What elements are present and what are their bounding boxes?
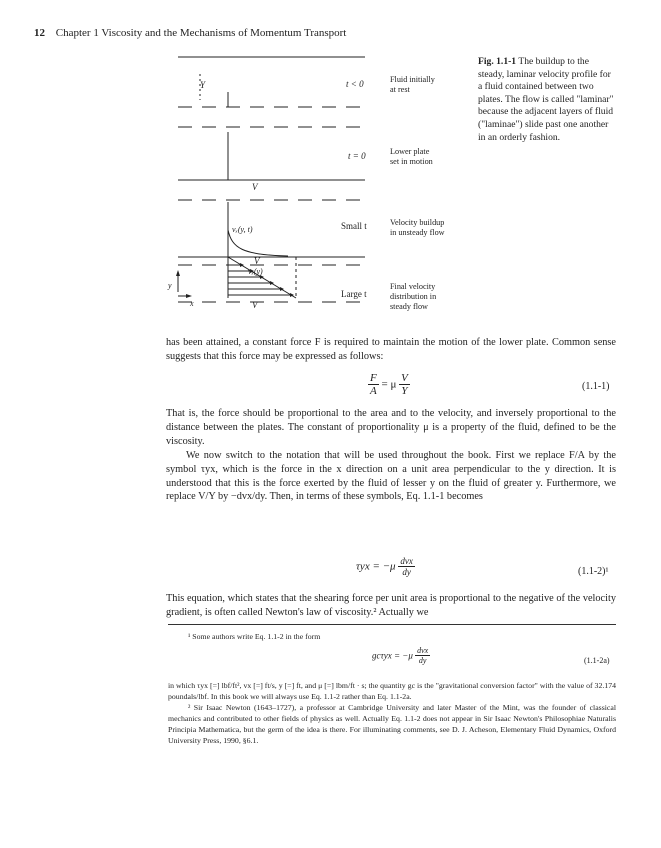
stage2-desc: Lower plate set in motion bbox=[390, 147, 433, 166]
equation-1-2-number: (1.1-2)¹ bbox=[578, 566, 609, 577]
caption-label: Fig. 1.1-1 bbox=[478, 56, 517, 67]
equation-1-2: τyx = −μ dvx dy bbox=[356, 556, 413, 577]
symbol-V-3: V bbox=[252, 300, 258, 310]
equation-1-1: $\frac{F}{A}$ = μ $\frac{V}{Y}$ bbox=[370, 372, 408, 397]
footnote-2-text: ² Sir Isaac Newton (1643–1727), a professor at Cambridge University and later Master of the Mint, was the founder of classical mechanics and contributed to other fields of physics as well. Actually Eq. 1.1-2 does not appear in Sir Isaac Newton's Philosophiae Naturalis Principia Mathematica, but the germ of the idea is there. For illuminating comments, see D. J. Acheson, Elementary Fluid Dynamics, Oxford University Press, 1990, §6.1. bbox=[168, 703, 616, 745]
footnote-equation-number: (1.1-2a) bbox=[584, 656, 610, 665]
stage2-time: t = 0 bbox=[348, 151, 366, 161]
footnote-1-intro: ¹ Some authors write Eq. 1.1-2 in the form bbox=[188, 632, 321, 641]
axis-y-label: y bbox=[168, 281, 172, 290]
footnote-1-text: in which τyx [=] lbf/ft², vx [=] ft/s, y [=] ft, and μ [=] lbm/ft · s; the quantity gc is the "gravitational conversion factor" with the value of 32.174 poundals/lbf. In this book we will always use Eq. 1.1-2 rather than Eq. 1.1-2a. ² Sir Isaac Newton (1643–1727), a professor at Cambridge University and later Master of the Mint, was the founder of classical mechanics and contributed to other fields of physics as well. Actually Eq. 1.1-2 does not appear in Sir Isaac Newton's Philosophiae Naturalis Principia Mathematica, but the germ of the idea is there. For illuminating comments, see D. J. Acheson, Elementary Fluid Dynamics, Oxford University Press, 1990, §6.1. bbox=[168, 681, 616, 745]
stage3-desc: Velocity buildup in unsteady flow bbox=[390, 218, 445, 237]
symbol-Y: Y bbox=[200, 80, 206, 90]
page-number: 12 bbox=[34, 27, 45, 39]
caption-text: The buildup to the steady, laminar velocity profile for a fluid contained between two plates. The flow is called "laminar" because the adjacent layers of fluid ("laminae") slide past one another in an orderly fashion. bbox=[478, 56, 614, 143]
footnote-rule bbox=[168, 624, 616, 625]
figure-caption bbox=[478, 56, 616, 144]
chapter-title: Chapter 1 Viscosity and the Mechanisms of Momentum Transport bbox=[55, 27, 347, 39]
symbol-V-2: V bbox=[254, 256, 260, 266]
equation-1-1-number: (1.1-1) bbox=[582, 381, 610, 392]
symbol-vx-y: vₓ(y) bbox=[248, 267, 263, 276]
paragraph-3: We now switch to the notation that will be used throughout the book. First we replace F/A by the symbol τyx, which is the force in the x direction on a unit area perpendicular to the y direction. It is understood that this is the force exerted by the fluid of lesser y on the fluid of greater y. Furthermore, we replace V/Y by −dvx/dy. Then, in terms of these symbols, Eq. 1.1-1 becomes bbox=[166, 449, 616, 503]
paragraph-4: This equation, which states that the shearing force per unit area is proportional to the negative of the velocity gradient, is often called Newton's law of viscosity.² Actually we bbox=[166, 593, 616, 618]
footnote-equation: gcτyx = −μ dvx dy bbox=[372, 646, 429, 665]
stage4-time: Large t bbox=[341, 289, 367, 299]
stage3-time: Small t bbox=[341, 221, 367, 231]
paragraph-2: That is, the force should be proportional to the area and to the velocity, and inversely proportional to the distance between the plates. The constant of proportionality μ is a property of the fluid, defined to be the viscosity. We now switch to the notation that will be used throughout the book. First we replace F/A by the symbol τyx, which is the force in the x direction on a unit area perpendicular to the y direction. It is understood that this is the force exerted by the fluid of lesser y on the fluid of greater y. Furthermore, we replace V/Y by −dvx/dy. Then, in terms of these symbols, Eq. 1.1-1 becomes bbox=[166, 408, 616, 503]
stage1-time: t < 0 bbox=[346, 79, 364, 89]
stage4-desc: Final velocity distribution in steady flow bbox=[390, 282, 437, 311]
axis-x-label: x bbox=[190, 299, 194, 308]
paragraph-1: has been attained, a constant force F is required to maintain the motion of the lower plate. Common sense suggests that this force may be expressed as follows: bbox=[166, 337, 616, 362]
stage1-desc: Fluid initially at rest bbox=[390, 75, 435, 94]
symbol-vx-yt: vₓ(y, t) bbox=[232, 225, 253, 234]
symbol-V-1: V bbox=[252, 182, 258, 192]
running-header bbox=[34, 27, 346, 39]
